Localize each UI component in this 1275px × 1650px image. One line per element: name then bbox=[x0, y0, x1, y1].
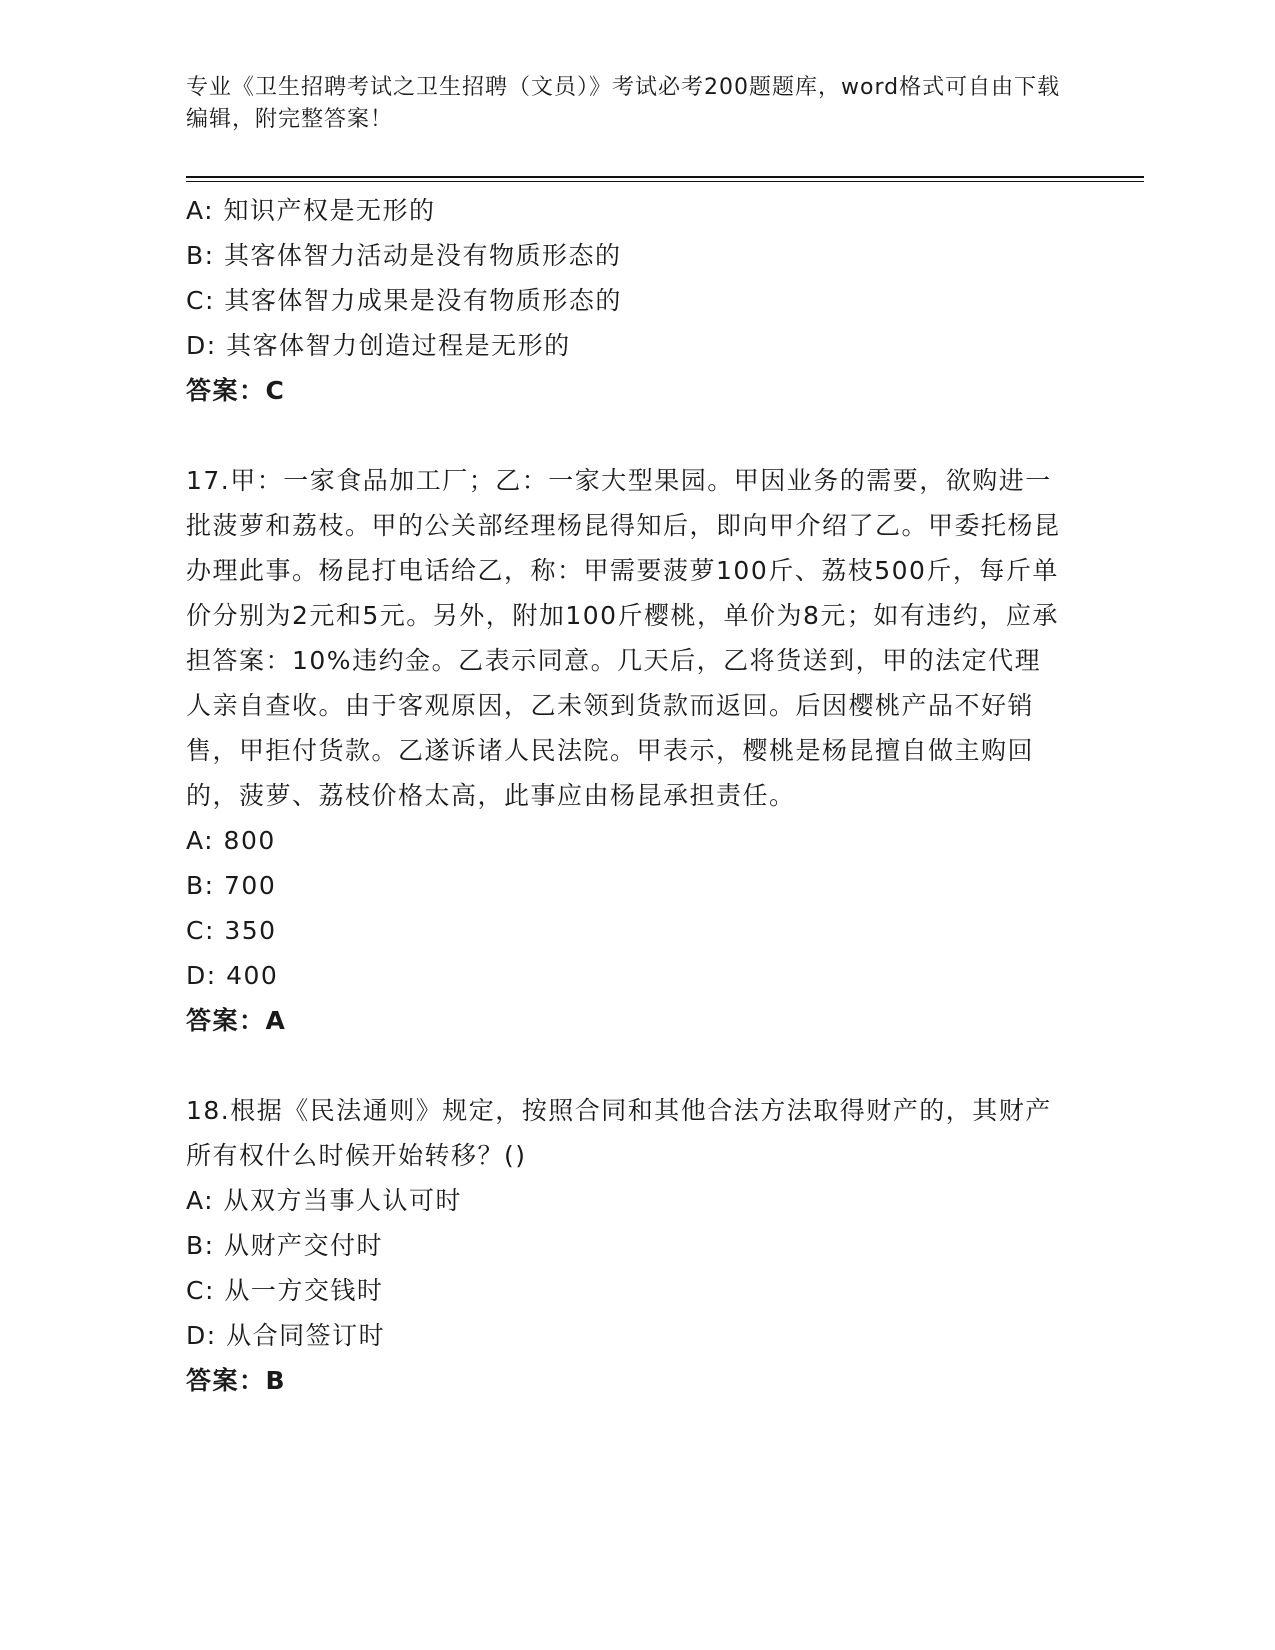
option-c: C: 350 bbox=[186, 916, 277, 945]
document-header: 专业《卫生招聘考试之卫生招聘（文员）》考试必考200题题库，word格式可自由下载编辑，附完整答案！ bbox=[186, 75, 1061, 132]
spacer bbox=[186, 413, 1066, 458]
question-block-16 bbox=[186, 188, 1066, 413]
option-a: A: 知识产权是无形的 bbox=[186, 196, 436, 225]
spacer bbox=[186, 1043, 1066, 1088]
option-c: C: 其客体智力成果是没有物质形态的 bbox=[186, 286, 622, 315]
answer: 答案：A bbox=[186, 1006, 287, 1035]
option-d: D: 从合同签订时 bbox=[186, 1321, 386, 1350]
option-a: A: 800 bbox=[186, 826, 276, 855]
option-d: D: 其客体智力创造过程是无形的 bbox=[186, 331, 571, 360]
option-b: B: 其客体智力活动是没有物质形态的 bbox=[186, 241, 622, 270]
answer: 答案：B bbox=[186, 1366, 287, 1395]
document-body bbox=[186, 188, 1066, 1403]
option-c: C: 从一方交钱时 bbox=[186, 1276, 384, 1305]
option-b: B: 700 bbox=[186, 871, 277, 900]
option-d: D: 400 bbox=[186, 961, 279, 990]
header-rule-thin bbox=[186, 181, 1144, 182]
answer: 答案：C bbox=[186, 376, 286, 405]
option-b: B: 从财产交付时 bbox=[186, 1231, 384, 1260]
option-a: A: 从双方当事人认可时 bbox=[186, 1186, 463, 1215]
question-block-18 bbox=[186, 1088, 1066, 1403]
question-block-17 bbox=[186, 458, 1066, 1043]
header-rule-thick bbox=[186, 176, 1144, 178]
question-text: 18.根据《民法通则》规定，按照合同和其他合法方法取得财产的，其财产所有权什么时候开始转移？() bbox=[186, 1096, 1052, 1170]
question-text: 17.甲：一家食品加工厂；乙：一家大型果园。甲因业务的需要，欲购进一批菠萝和荔枝。甲的公关部经理杨昆得知后，即向甲介绍了乙。甲委托杨昆办理此事。杨昆打电话给乙，称：甲需要菠萝100斤、荔枝500斤，每斤单价分别为2元和5元。另外，附加100斤樱桃，单价为8元；如有违约，应承担答案：10%违约金。乙表示同意。几天后，乙将货送到，甲的法定代理人亲自查收。由于客观原因，乙未领到货款而返回。后因樱桃产品不好销售，甲拒付货款。乙遂诉诸人民法院。甲表示，樱桃是杨昆擅自做主购回的，菠萝、荔枝价格太高，此事应由杨昆承担责任。 bbox=[186, 466, 1061, 810]
